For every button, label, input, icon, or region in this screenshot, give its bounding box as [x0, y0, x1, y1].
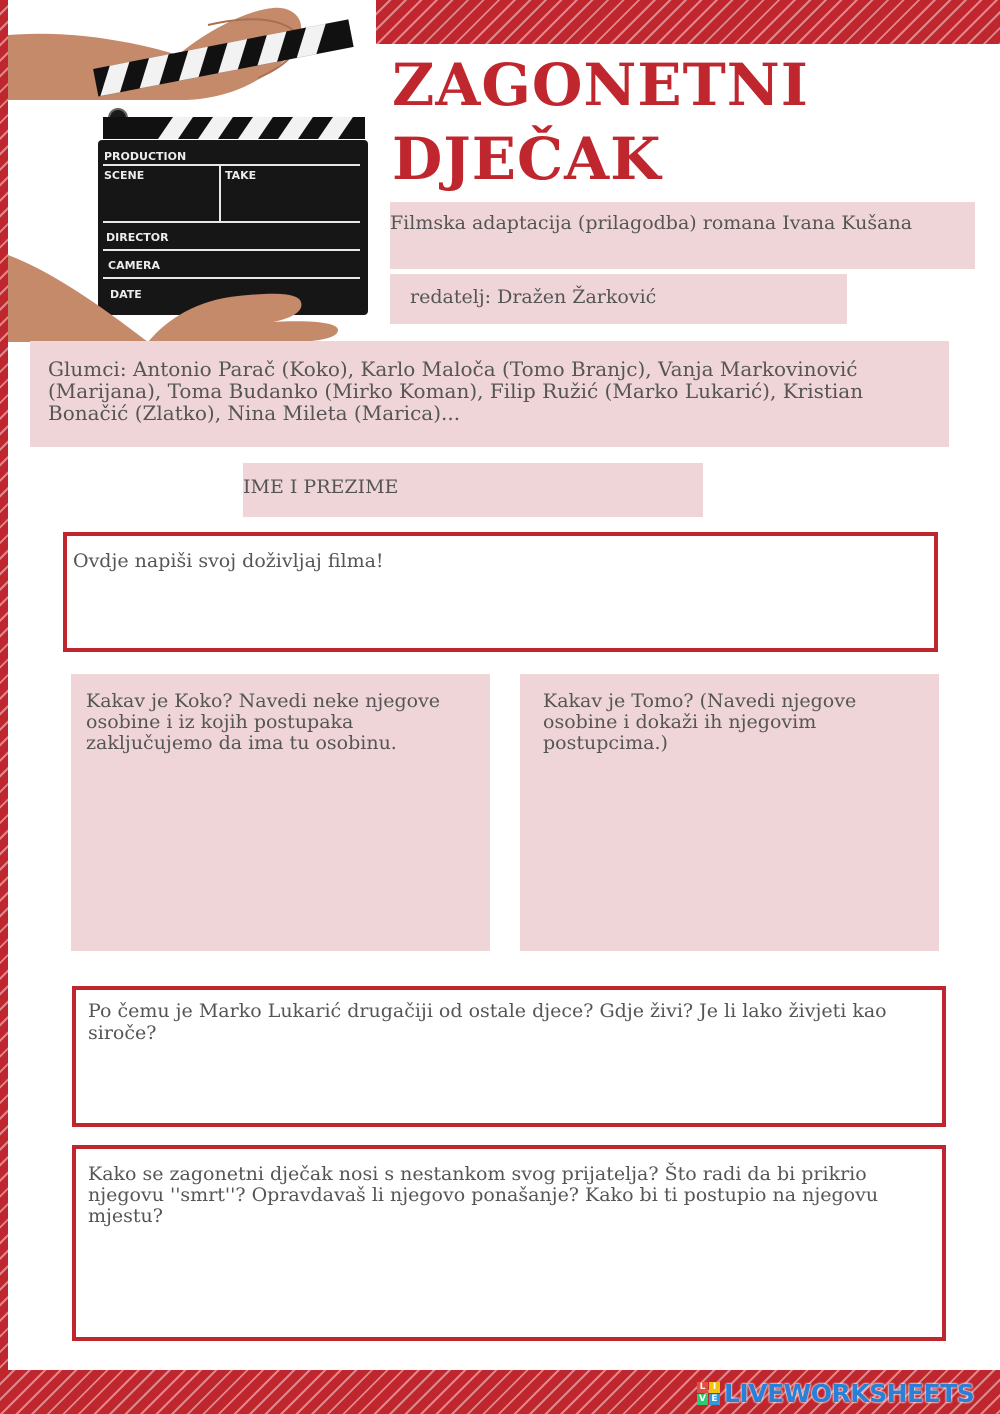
- film-experience-answer-box[interactable]: Ovdje napiši svoj doživljaj filma!: [63, 532, 938, 652]
- worksheet-title-line-1: ZAGONETNI: [392, 51, 809, 119]
- clapper-scene-label: SCENE: [104, 169, 145, 182]
- decorative-stripe-top: [376, 0, 1000, 44]
- liveworksheets-logo-text: LIVEWORKSHEETS: [724, 1378, 975, 1408]
- liveworksheets-logo-icon: [697, 1382, 720, 1405]
- logo-letter-v: V: [697, 1394, 708, 1405]
- liveworksheets-logo: [697, 1378, 974, 1408]
- clapper-director-label: DIRECTOR: [106, 231, 169, 244]
- decorative-stripe-left: [0, 0, 8, 1414]
- subtitle: Filmska adaptacija (prilagodba) romana Ivana Kušana: [390, 202, 975, 269]
- clapper-camera-label: CAMERA: [108, 259, 161, 272]
- cast-list: Glumci: Antonio Parač (Koko), Karlo Maloča (Tomo Branjc), Vanja Markovinović (Marijana), Toma Budanko (Mirko Koman), Filip Ružić (Marko Lukarić), Kristian Bonačić (Zlatko), Nina Mileta (Marica)...: [30, 341, 949, 447]
- mysterious-boy-answer-box[interactable]: Kako se zagonetni dječak nosi s nestankom svog prijatelja? Što radi da bi prikrio njegovu ''smrt''? Opravdavaš li njegovo ponašanje? Kako bi ti postupio na njegovu mjestu?: [72, 1145, 946, 1341]
- clapperboard-illustration: [8, 0, 376, 342]
- logo-letter-e: E: [709, 1394, 720, 1405]
- clapper-take-label: TAKE: [225, 169, 257, 182]
- name-input-field[interactable]: IME I PREZIME: [243, 463, 703, 517]
- marko-answer-box[interactable]: Po čemu je Marko Lukarić drugačiji od ostale djece? Gdje živi? Je li lako živjeti kao siroče?: [72, 986, 946, 1127]
- logo-letter-l: L: [697, 1382, 708, 1393]
- koko-answer-box[interactable]: Kakav je Koko? Navedi neke njegove osobine i iz kojih postupaka zaključujemo da ima tu osobinu.: [71, 674, 490, 951]
- director-credit: redatelj: Dražen Žarković: [390, 274, 847, 324]
- clapper-production-label: PRODUCTION: [104, 150, 187, 163]
- clapperboard-image: [8, 0, 376, 342]
- tomo-answer-box[interactable]: Kakav je Tomo? (Navedi njegove osobine i dokaži ih njegovim postupcima.): [520, 674, 939, 951]
- logo-letter-i: I: [709, 1382, 720, 1393]
- worksheet-title-line-2: DJEČAK: [392, 125, 662, 193]
- clapper-date-label: DATE: [110, 288, 142, 301]
